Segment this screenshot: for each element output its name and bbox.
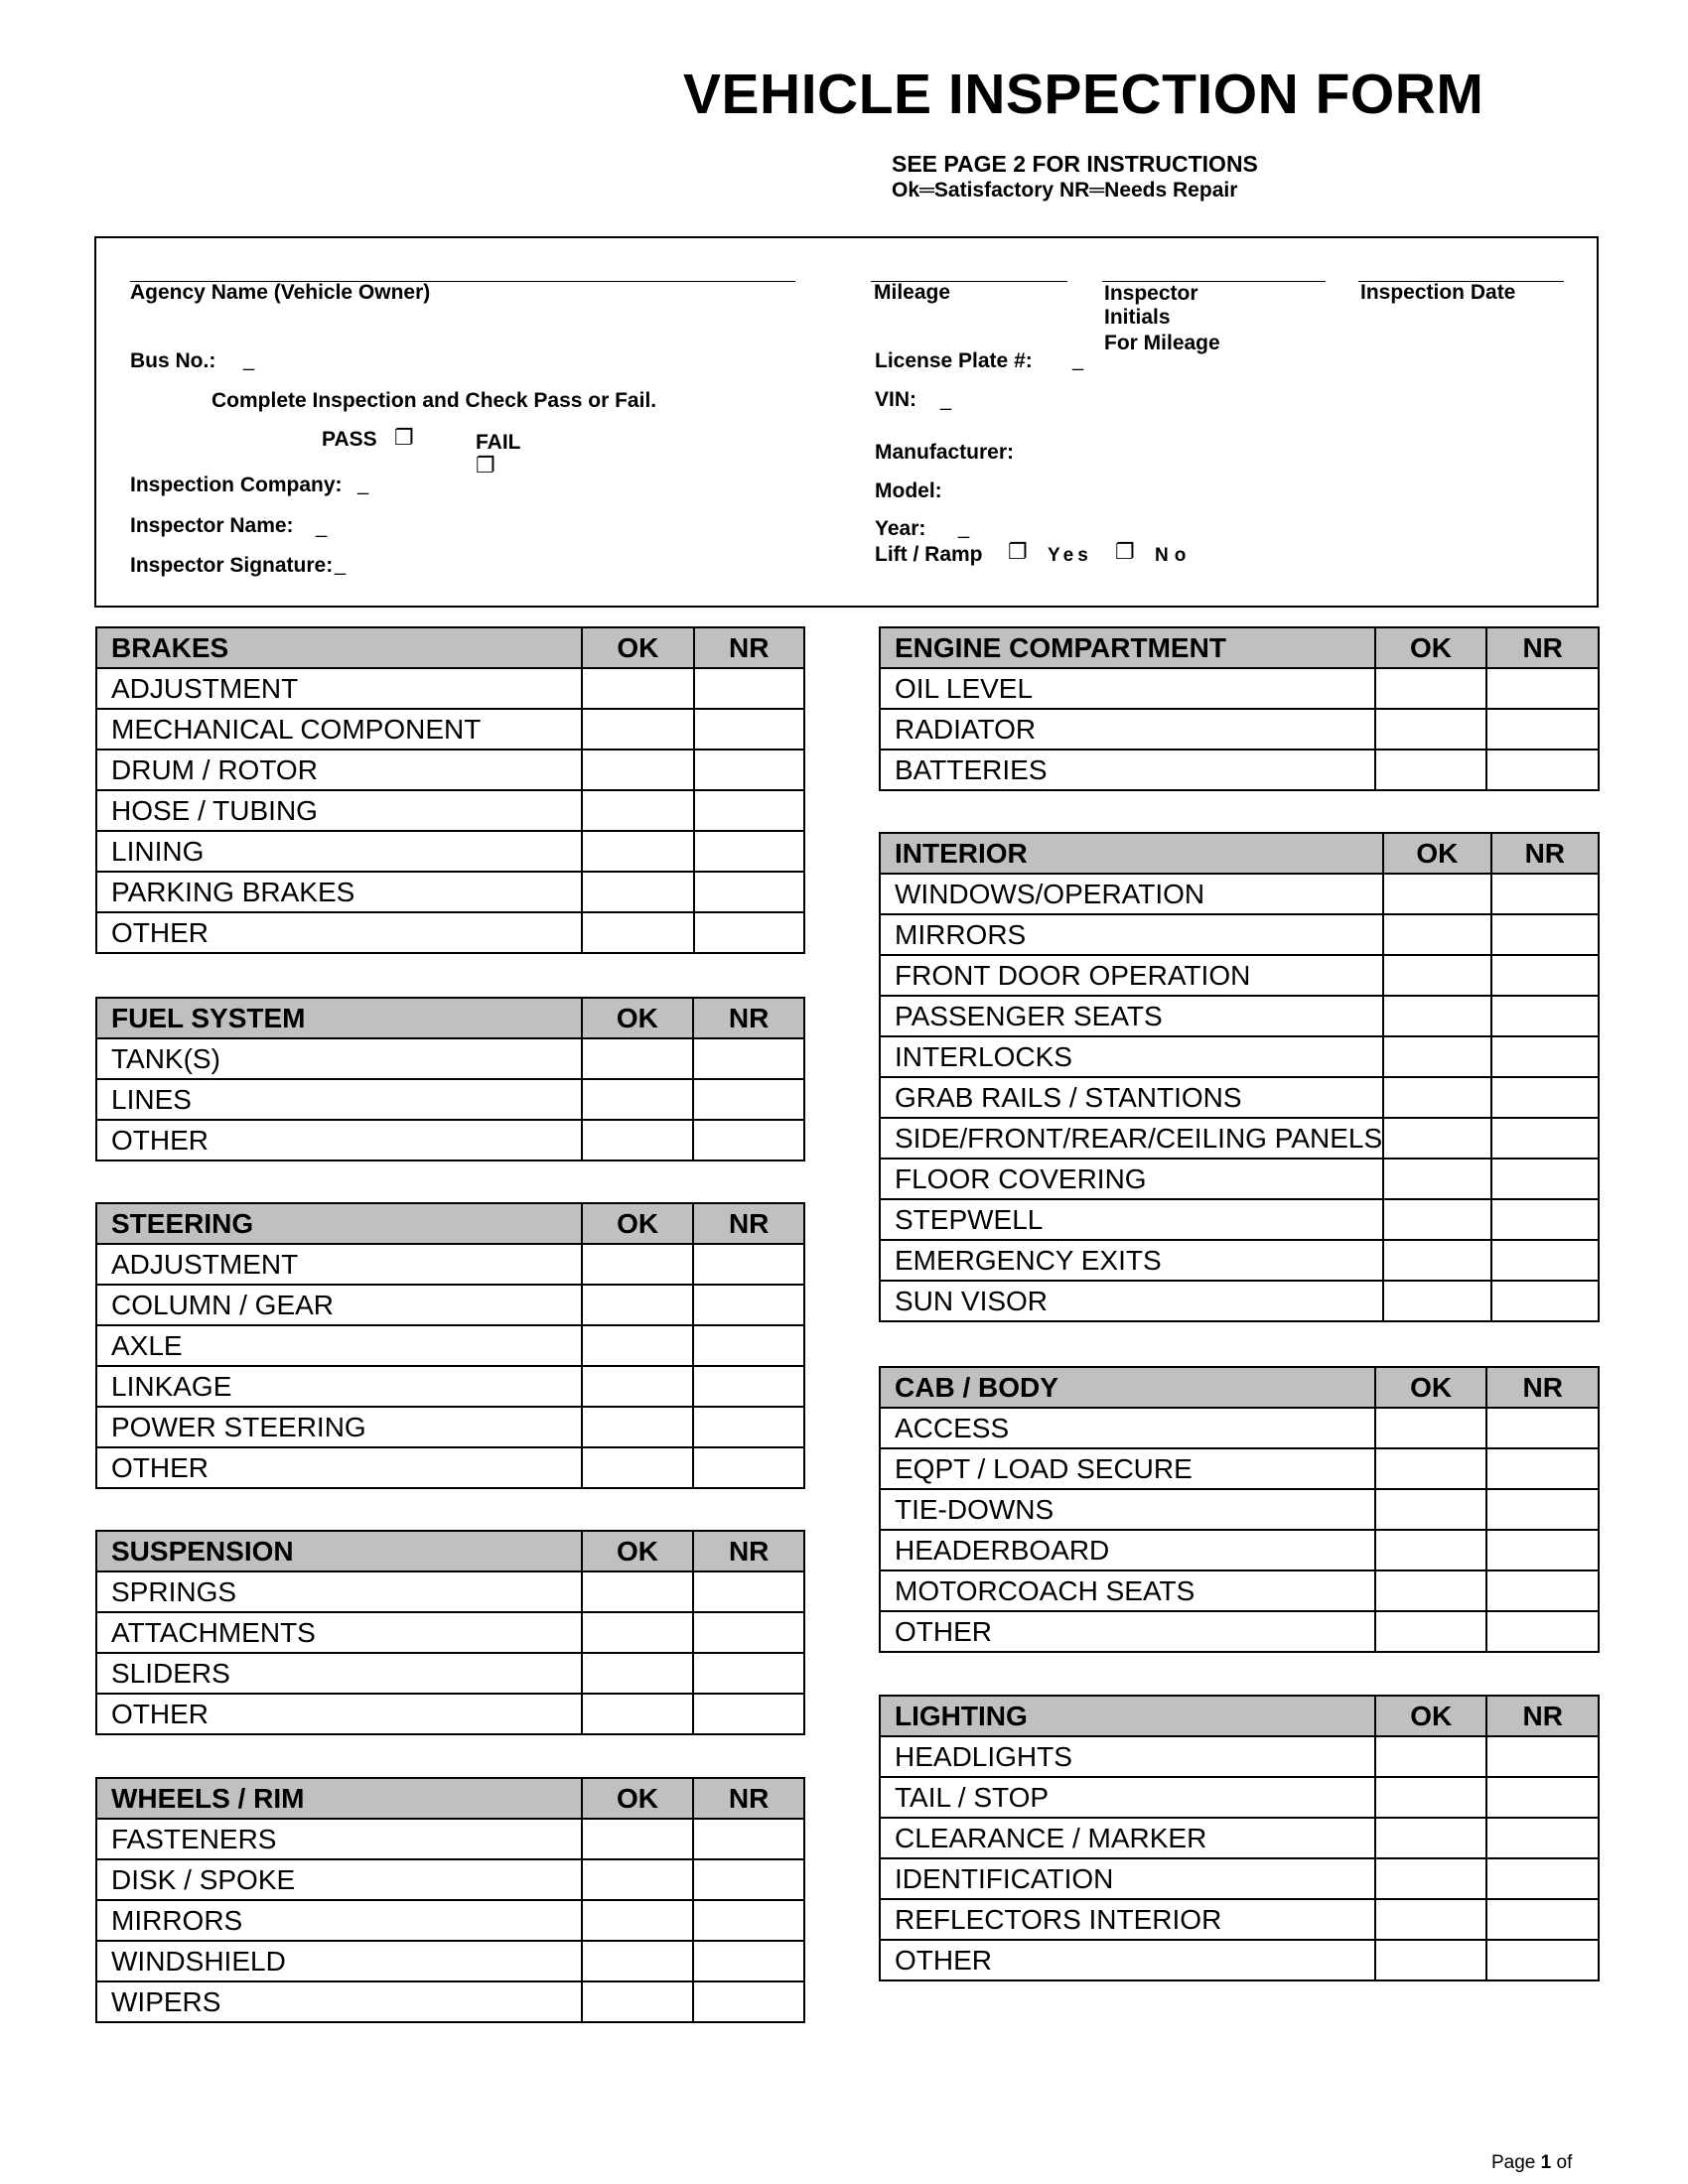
nr-cell[interactable] (693, 1941, 804, 1981)
ok-cell[interactable] (582, 1694, 694, 1734)
page-number-value: 1 (1540, 2152, 1552, 2173)
table-row (96, 750, 804, 790)
inspector-initials-label-3: For Mileage (1104, 332, 1220, 354)
item-label: EQPT / LOAD SECURE (880, 1448, 1375, 1489)
nr-cell[interactable] (1491, 1240, 1599, 1281)
item-label: EMERGENCY EXITS (880, 1240, 1383, 1281)
nr-cell[interactable] (693, 1120, 804, 1160)
ok-cell[interactable] (1375, 1611, 1487, 1652)
nr-header: NR (1486, 1696, 1599, 1736)
nr-cell[interactable] (693, 1653, 804, 1694)
item-label: MECHANICAL COMPONENT (96, 709, 582, 750)
table-row (880, 1818, 1599, 1858)
wheels-rim-table (95, 1777, 805, 2023)
ok-cell[interactable] (582, 1244, 694, 1285)
table-row (96, 1325, 804, 1366)
inspector-initials-label-2: Initials (1104, 306, 1171, 329)
table-row (96, 1694, 804, 1734)
table-row (96, 1366, 804, 1407)
item-label: PARKING BRAKES (96, 872, 582, 912)
inspector-signature-label: Inspector Signature: (130, 554, 334, 577)
item-label: HEADLIGHTS (880, 1736, 1375, 1777)
nr-cell[interactable] (1486, 668, 1599, 709)
table-row (880, 1408, 1599, 1448)
page-number (1491, 2152, 1572, 2174)
table-row (96, 1859, 804, 1900)
table-row (880, 668, 1599, 709)
nr-header: NR (694, 627, 804, 668)
table-row (880, 1118, 1599, 1159)
cab-body-table (879, 1366, 1600, 1653)
item-label: COLUMN / GEAR (96, 1285, 582, 1325)
ok-cell[interactable] (1383, 914, 1490, 955)
nr-cell[interactable] (694, 872, 804, 912)
table-row (880, 1530, 1599, 1570)
nr-cell[interactable] (693, 1366, 804, 1407)
table-row (880, 1077, 1599, 1118)
ok-cell[interactable] (1383, 1159, 1490, 1199)
ok-cell[interactable] (582, 1571, 694, 1612)
nr-cell[interactable] (693, 1612, 804, 1653)
item-label: MIRRORS (880, 914, 1383, 955)
ok-cell[interactable] (582, 1653, 694, 1694)
table-row (96, 1407, 804, 1447)
item-label: TANK(S) (96, 1038, 582, 1079)
ok-header: OK (582, 627, 693, 668)
item-label: HOSE / TUBING (96, 790, 582, 831)
nr-cell[interactable] (1486, 709, 1599, 750)
table-row (96, 831, 804, 872)
nr-cell[interactable] (1491, 1199, 1599, 1240)
nr-header: NR (693, 1531, 804, 1571)
table-row (880, 996, 1599, 1036)
ok-cell[interactable] (1383, 1077, 1490, 1118)
ok-cell[interactable] (1383, 1240, 1490, 1281)
lift-no-label: No (1155, 545, 1193, 566)
suspension-title: SUSPENSION (96, 1531, 582, 1571)
nr-cell[interactable] (694, 912, 804, 953)
item-label: DRUM / ROTOR (96, 750, 582, 790)
bus-no-field[interactable]: _ (243, 349, 255, 371)
ok-cell[interactable] (1375, 750, 1487, 790)
nr-cell[interactable] (694, 750, 804, 790)
table-row (880, 914, 1599, 955)
table-row (880, 750, 1599, 790)
ok-cell[interactable] (1375, 668, 1487, 709)
steering-table (95, 1202, 805, 1489)
inspector-signature-field[interactable]: _ (335, 554, 347, 576)
fuel-system-table (95, 997, 805, 1161)
steering-title: STEERING (96, 1203, 582, 1244)
table-row (96, 1571, 804, 1612)
item-label: LINKAGE (96, 1366, 582, 1407)
ok-cell[interactable] (1375, 709, 1487, 750)
ok-cell[interactable] (582, 1325, 694, 1366)
nr-cell[interactable] (1486, 1570, 1599, 1611)
nr-cell[interactable] (1486, 1940, 1599, 1980)
ok-cell[interactable] (1375, 1899, 1487, 1940)
table-row (880, 709, 1599, 750)
nr-cell[interactable] (1486, 1530, 1599, 1570)
lighting-table (879, 1695, 1600, 1981)
inspector-initials-label: Inspector (1104, 282, 1198, 305)
license-plate-label: License Plate #: (875, 349, 1033, 372)
nr-cell[interactable] (693, 1819, 804, 1859)
ok-cell[interactable] (582, 1981, 694, 2022)
ok-cell[interactable] (582, 1447, 694, 1488)
table-row (880, 1281, 1599, 1321)
inspector-name-label: Inspector Name: (130, 514, 294, 537)
item-label: FLOOR COVERING (880, 1159, 1383, 1199)
nr-cell[interactable] (1491, 1077, 1599, 1118)
nr-header: NR (693, 1778, 804, 1819)
item-label: TIE-DOWNS (880, 1489, 1375, 1530)
table-row (96, 912, 804, 953)
ok-header: OK (582, 998, 694, 1038)
ok-cell[interactable] (1383, 874, 1490, 914)
item-label: GRAB RAILS / STANTIONS (880, 1077, 1383, 1118)
ok-cell[interactable] (582, 1859, 694, 1900)
ok-cell[interactable] (1375, 1570, 1487, 1611)
ok-cell[interactable] (1383, 1199, 1490, 1240)
ok-cell[interactable] (582, 1941, 694, 1981)
table-row (96, 872, 804, 912)
item-label: ADJUSTMENT (96, 668, 582, 709)
page-label: Page (1491, 2152, 1536, 2173)
instructions-note: SEE PAGE 2 FOR INSTRUCTIONS (892, 151, 1258, 177)
table-row (96, 1244, 804, 1285)
ok-cell[interactable] (1375, 1777, 1487, 1818)
item-label: RADIATOR (880, 709, 1375, 750)
table-row (96, 1079, 804, 1120)
table-row (880, 1489, 1599, 1530)
item-label: MOTORCOACH SEATS (880, 1570, 1375, 1611)
item-label: SPRINGS (96, 1571, 582, 1612)
table-row (880, 1448, 1599, 1489)
nr-cell[interactable] (694, 790, 804, 831)
nr-cell[interactable] (693, 1285, 804, 1325)
nr-cell[interactable] (693, 1447, 804, 1488)
table-row (880, 1899, 1599, 1940)
nr-cell[interactable] (1491, 996, 1599, 1036)
table-row (96, 1981, 804, 2022)
nr-cell[interactable] (1486, 1899, 1599, 1940)
engine-compartment-title: ENGINE COMPARTMENT (880, 627, 1375, 668)
ok-cell[interactable] (1375, 1489, 1487, 1530)
ok-header: OK (582, 1203, 694, 1244)
vin-label: VIN: (875, 388, 916, 411)
table-row (880, 1240, 1599, 1281)
inspection-date-label: Inspection Date (1360, 281, 1516, 304)
complete-instruction: Complete Inspection and Check Pass or Fail. (211, 389, 657, 412)
ok-cell[interactable] (1383, 996, 1490, 1036)
table-row (880, 1777, 1599, 1818)
ok-cell[interactable] (1375, 1448, 1487, 1489)
item-label: SLIDERS (96, 1653, 582, 1694)
nr-cell[interactable] (1486, 1858, 1599, 1899)
table-row (880, 1036, 1599, 1077)
interior-table (879, 832, 1600, 1322)
table-row (96, 1819, 804, 1859)
ok-cell[interactable] (582, 1285, 694, 1325)
nr-cell[interactable] (1491, 874, 1599, 914)
nr-header: NR (1486, 1367, 1599, 1408)
bus-no-label: Bus No.: (130, 349, 216, 372)
table-row (96, 1900, 804, 1941)
item-label: PASSENGER SEATS (880, 996, 1383, 1036)
year-field[interactable]: _ (958, 517, 970, 539)
table-row (96, 1612, 804, 1653)
item-label: ATTACHMENTS (96, 1612, 582, 1653)
nr-cell[interactable] (693, 1407, 804, 1447)
engine-compartment-table (879, 626, 1600, 791)
item-label: OTHER (880, 1611, 1375, 1652)
ok-cell[interactable] (1375, 1408, 1487, 1448)
ok-cell[interactable] (1375, 1940, 1487, 1980)
inspection-company-label: Inspection Company: (130, 474, 343, 496)
ok-cell[interactable] (582, 1366, 694, 1407)
nr-cell[interactable] (1486, 750, 1599, 790)
fuel-system-title: FUEL SYSTEM (96, 998, 582, 1038)
item-label: OTHER (880, 1940, 1375, 1980)
item-label: FRONT DOOR OPERATION (880, 955, 1383, 996)
nr-cell[interactable] (693, 1038, 804, 1079)
item-label: SUN VISOR (880, 1281, 1383, 1321)
item-label: TAIL / STOP (880, 1777, 1375, 1818)
item-label: LINES (96, 1079, 582, 1120)
wheels-rim-title: WHEELS / RIM (96, 1778, 582, 1819)
nr-cell[interactable] (693, 1900, 804, 1941)
suspension-table (95, 1530, 805, 1735)
table-row (880, 1736, 1599, 1777)
nr-cell[interactable] (693, 1981, 804, 2022)
item-label: WINDSHIELD (96, 1941, 582, 1981)
table-row (880, 1199, 1599, 1240)
item-label: AXLE (96, 1325, 582, 1366)
item-label: CLEARANCE / MARKER (880, 1818, 1375, 1858)
ok-header: OK (1375, 1367, 1487, 1408)
table-row (880, 874, 1599, 914)
nr-cell[interactable] (1491, 955, 1599, 996)
inspection-company-field[interactable]: _ (357, 474, 369, 495)
nr-cell[interactable] (1486, 1489, 1599, 1530)
table-row (880, 1940, 1599, 1980)
manufacturer-label: Manufacturer: (875, 441, 1015, 464)
item-label: OTHER (96, 912, 582, 953)
table-row (880, 1611, 1599, 1652)
ok-header: OK (582, 1531, 694, 1571)
nr-header: NR (1491, 833, 1599, 874)
lift-no-checkbox-icon[interactable]: ❐ (1115, 539, 1135, 564)
nr-header: NR (693, 998, 804, 1038)
nr-cell[interactable] (1491, 1118, 1599, 1159)
ok-cell[interactable] (582, 872, 693, 912)
ok-cell[interactable] (582, 1612, 694, 1653)
table-row (880, 1159, 1599, 1199)
vin-field[interactable]: _ (940, 389, 952, 411)
nr-cell[interactable] (1486, 1448, 1599, 1489)
ok-cell[interactable] (1375, 1818, 1487, 1858)
ok-cell[interactable] (582, 790, 693, 831)
nr-cell[interactable] (1491, 914, 1599, 955)
ok-header: OK (1375, 627, 1487, 668)
nr-cell[interactable] (1486, 1777, 1599, 1818)
table-row (96, 1038, 804, 1079)
ok-cell[interactable] (1375, 1736, 1487, 1777)
lift-ramp-label: Lift / Ramp (875, 543, 983, 566)
ok-cell[interactable] (1383, 1036, 1490, 1077)
cab-body-title: CAB / BODY (880, 1367, 1375, 1408)
ok-header: OK (582, 1778, 694, 1819)
item-label: OTHER (96, 1120, 582, 1160)
lighting-title: LIGHTING (880, 1696, 1375, 1736)
mileage-label: Mileage (874, 281, 951, 304)
ok-cell[interactable] (582, 1900, 694, 1941)
item-label: FASTENERS (96, 1819, 582, 1859)
form-title: VEHICLE INSPECTION FORM (683, 63, 1484, 126)
item-label: MIRRORS (96, 1900, 582, 1941)
nr-cell[interactable] (1491, 1159, 1599, 1199)
table-row (96, 709, 804, 750)
table-row (96, 1285, 804, 1325)
inspector-name-field[interactable]: _ (316, 516, 328, 538)
nr-cell[interactable] (1486, 1611, 1599, 1652)
ok-cell[interactable] (1383, 955, 1490, 996)
brakes-table (95, 626, 805, 994)
ok-cell[interactable] (1383, 1281, 1490, 1321)
table-row (96, 790, 804, 831)
item-label: IDENTIFICATION (880, 1858, 1375, 1899)
interior-title: INTERIOR (880, 833, 1383, 874)
item-label: DISK / SPOKE (96, 1859, 582, 1900)
ok-cell[interactable] (582, 1038, 694, 1079)
ok-cell[interactable] (582, 709, 693, 750)
nr-cell[interactable] (1486, 1818, 1599, 1858)
ok-cell[interactable] (582, 668, 693, 709)
nr-cell[interactable] (694, 831, 804, 872)
nr-cell[interactable] (694, 709, 804, 750)
nr-cell[interactable] (694, 668, 804, 709)
nr-cell[interactable] (1486, 1408, 1599, 1448)
ok-cell[interactable] (1375, 1530, 1487, 1570)
pass-label: PASS (322, 428, 377, 451)
item-label: OTHER (96, 1447, 582, 1488)
table-row (880, 955, 1599, 996)
item-label: LINING (96, 831, 582, 872)
item-label: POWER STEERING (96, 1407, 582, 1447)
nr-cell[interactable] (1491, 1036, 1599, 1077)
table-row (96, 668, 804, 709)
item-label: ACCESS (880, 1408, 1375, 1448)
item-label: ADJUSTMENT (96, 1244, 582, 1285)
nr-cell[interactable] (1486, 1736, 1599, 1777)
item-label: WIPERS (96, 1981, 582, 2022)
page-of-label: of (1556, 2152, 1573, 2173)
item-label: OTHER (96, 1694, 582, 1734)
rating-legend: Ok═Satisfactory NR═Needs Repair (892, 179, 1238, 202)
ok-cell[interactable] (582, 1407, 694, 1447)
item-label: STEPWELL (880, 1199, 1383, 1240)
fail-checkbox-icon[interactable]: ❐ (476, 453, 495, 478)
pass-checkbox-icon[interactable]: ❐ (394, 425, 414, 450)
item-label: REFLECTORS INTERIOR (880, 1899, 1375, 1940)
item-label: WINDOWS/OPERATION (880, 874, 1383, 914)
nr-cell[interactable] (693, 1859, 804, 1900)
ok-cell[interactable] (582, 1120, 694, 1160)
table-row (880, 1570, 1599, 1611)
nr-header: NR (693, 1203, 804, 1244)
model-label: Model: (875, 479, 942, 502)
license-plate-field[interactable]: _ (1072, 349, 1084, 371)
item-label: HEADERBOARD (880, 1530, 1375, 1570)
table-row (96, 1120, 804, 1160)
agency-name-label: Agency Name (Vehicle Owner) (130, 281, 431, 304)
table-row (880, 1858, 1599, 1899)
ok-header: OK (1375, 1696, 1487, 1736)
table-row (96, 1447, 804, 1488)
nr-cell[interactable] (693, 1571, 804, 1612)
nr-cell[interactable] (693, 1079, 804, 1120)
item-label: OIL LEVEL (880, 668, 1375, 709)
item-label: SIDE/FRONT/REAR/CEILING PANELS (880, 1118, 1383, 1159)
item-label: BATTERIES (880, 750, 1375, 790)
nr-cell[interactable] (693, 1325, 804, 1366)
nr-header: NR (1486, 627, 1599, 668)
ok-cell[interactable] (1375, 1858, 1487, 1899)
year-label: Year: (875, 517, 926, 540)
fail-label: FAIL (476, 431, 521, 454)
nr-cell[interactable] (693, 1244, 804, 1285)
ok-header: OK (1383, 833, 1490, 874)
lift-yes-label: Yes (1048, 545, 1092, 566)
ok-cell[interactable] (582, 831, 693, 872)
ok-cell[interactable] (582, 1819, 694, 1859)
ok-cell[interactable] (582, 1079, 694, 1120)
ok-cell[interactable] (582, 750, 693, 790)
table-row (96, 1941, 804, 1981)
lift-yes-checkbox-icon[interactable]: ❐ (1008, 539, 1028, 564)
nr-cell[interactable] (693, 1694, 804, 1734)
ok-cell[interactable] (582, 912, 693, 953)
table-row (96, 1653, 804, 1694)
item-label: INTERLOCKS (880, 1036, 1383, 1077)
ok-cell[interactable] (1383, 1118, 1490, 1159)
nr-cell[interactable] (1491, 1281, 1599, 1321)
brakes-title: BRAKES (96, 627, 582, 668)
